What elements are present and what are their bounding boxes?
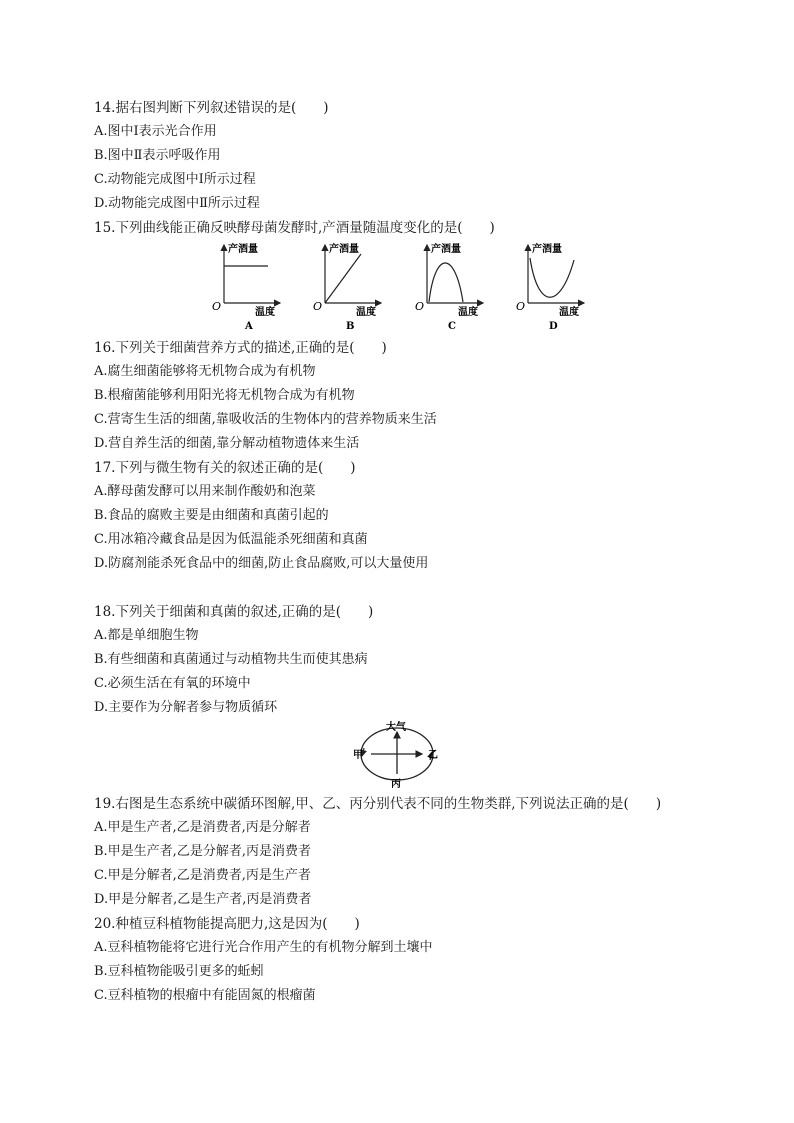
- q16-stem: 16.下列关于细菌营养方式的描述,正确的是( ): [94, 340, 387, 356]
- q15-chart-a: [208, 240, 288, 332]
- chart-option-label: B: [346, 321, 355, 332]
- x-axis-label: 温度: [356, 307, 376, 318]
- y-axis-label: 产酒量: [431, 244, 461, 255]
- x-axis-label: 温度: [458, 307, 478, 318]
- q14-option-d: D.动物能完成图中Ⅱ所示过程: [94, 196, 260, 211]
- q17-stem: 17.下列与微生物有关的叙述正确的是( ): [94, 460, 356, 476]
- curve-valley: [530, 258, 574, 297]
- q17-option-d: D.防腐剂能杀死食品中的细菌,防止食品腐败,可以大量使用: [94, 556, 429, 571]
- q16-option-b: B.根瘤菌能够利用阳光将无机物合成为有机物: [94, 388, 355, 403]
- q15-chart-c: [411, 240, 491, 332]
- node-yi: 乙: [428, 750, 438, 761]
- y-axis-label: 产酒量: [228, 244, 258, 255]
- q20-option-c: C.豆科植物的根瘤中有能固氮的根瘤菌: [94, 988, 316, 1003]
- q16-option-c: C.营寄生生活的细菌,靠吸收活的生物体内的营养物质来生活: [94, 412, 437, 427]
- origin-label: O: [415, 300, 425, 313]
- y-axis-label: 产酒量: [329, 244, 359, 255]
- y-axis-label: 产酒量: [532, 244, 562, 255]
- q15-stem: 15.下列曲线能正确反映酵母菌发酵时,产酒量随温度变化的是( ): [94, 220, 495, 236]
- q14-option-a: A.图中Ⅰ表示光合作用: [94, 124, 217, 139]
- q17-option-c: C.用冰箱冷藏食品是因为低温能杀死细菌和真菌: [94, 532, 368, 547]
- curve-arch: [429, 263, 463, 302]
- node-bing: 丙: [391, 779, 401, 790]
- q14-option-c: C.动物能完成图中Ⅰ所示过程: [94, 172, 256, 187]
- q17-option-a: A.酵母菌发酵可以用来制作酸奶和泡菜: [94, 484, 316, 499]
- q18-stem: 18.下列关于细菌和真菌的叙述,正确的是( ): [94, 604, 374, 620]
- q19-option-c: C.甲是分解者,乙是消费者,丙是生产者: [94, 868, 311, 883]
- q19-option-d: D.甲是分解者,乙是生产者,丙是消费者: [94, 892, 312, 907]
- node-atmosphere: 大气: [386, 722, 406, 733]
- q19-stem: 19.右图是生态系统中碳循环图解,甲、乙、丙分别代表不同的生物类群,下列说法正确的是( ): [94, 796, 662, 812]
- x-axis-label: 温度: [559, 307, 579, 318]
- q19-option-b: B.甲是生产者,乙是分解者,丙是消费者: [94, 844, 311, 859]
- q15-chart-b: [309, 240, 389, 332]
- chart-option-label: D: [549, 321, 558, 332]
- node-jia: 甲: [353, 750, 363, 761]
- q16-option-a: A.腐生细菌能够将无机物合成为有机物: [94, 364, 316, 379]
- chart-option-label: C: [448, 321, 456, 332]
- q18-option-a: A.都是单细胞生物: [94, 628, 199, 643]
- origin-label: O: [516, 300, 526, 313]
- carbon-cycle-diagram: [350, 718, 444, 790]
- q19-option-a: A.甲是生产者,乙是消费者,丙是分解者: [94, 820, 311, 835]
- q18-option-d: D.主要作为分解者参与物质循环: [94, 700, 278, 715]
- origin-label: O: [212, 300, 222, 313]
- q20-stem: 20.种植豆科植物能提高肥力,这是因为( ): [94, 916, 360, 932]
- x-axis-label: 温度: [255, 307, 275, 318]
- q20-option-b: B.豆科植物能吸引更多的蚯蚓: [94, 964, 264, 979]
- q20-option-a: A.豆科植物能将它进行光合作用产生的有机物分解到土壤中: [94, 940, 433, 955]
- q16-option-d: D.营自养生活的细菌,靠分解动植物遗体来生活: [94, 436, 360, 451]
- q17-option-b: B.食品的腐败主要是由细菌和真菌引起的: [94, 508, 329, 523]
- curve-rising: [325, 254, 361, 303]
- origin-label: O: [313, 300, 323, 313]
- q14-stem: 14.据右图判断下列叙述错误的是( ): [94, 100, 329, 116]
- q18-option-c: C.必须生活在有氧的环境中: [94, 676, 251, 691]
- q18-option-b: B.有些细菌和真菌通过与动植物共生而使其患病: [94, 652, 368, 667]
- q15-chart-d: [512, 240, 592, 332]
- chart-option-label: A: [245, 321, 253, 332]
- q14-option-b: B.图中Ⅱ表示呼吸作用: [94, 148, 221, 163]
